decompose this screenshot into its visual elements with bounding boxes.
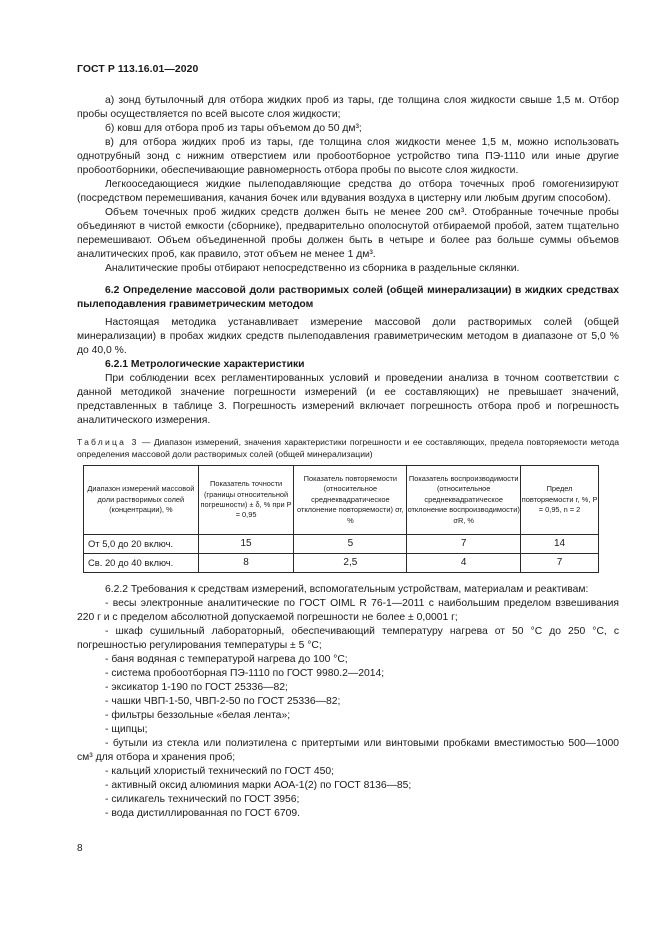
table-cell: Св. 20 до 40 включ. bbox=[84, 554, 199, 573]
table-label: Таблица 3 bbox=[77, 437, 139, 447]
list-item: - эксикатор 1-190 по ГОСТ 25336—82; bbox=[105, 682, 288, 693]
paragraph: Аналитические пробы отбирают непосредственно из сборника в раздельные склянки. bbox=[105, 263, 520, 274]
table-cell: 5 bbox=[294, 535, 407, 554]
paragraph: а) зонд бутылочный для отбора жидких проб из тары, где толщина слоя жидкости свыше 1,5 м. Отбор пробы осуществляется по всей высоте слоя жидкости; bbox=[77, 95, 619, 120]
list-item: - кальций хлористый технический по ГОСТ 450; bbox=[105, 766, 335, 777]
table-header-cell: Показатель воспроизводимости (относительное среднеквадратическое отклонение воспроизводимости) σR, % bbox=[407, 466, 521, 535]
table-cell: 7 bbox=[407, 535, 521, 554]
requirements-list bbox=[77, 597, 619, 821]
list-item: - весы электронные аналитические по ГОСТ OIML R 76-1—2011 с наибольшим пределом взвешивания 220 г и с пределом абсолютной допускаемой погрешности не более ± 0,0001 г; bbox=[77, 598, 619, 623]
metrology-table bbox=[83, 465, 599, 573]
table-cell: 14 bbox=[521, 535, 599, 554]
requirements-intro: 6.2.2 Требования к средствам измерений, вспомогательным устройствам, материалам и реактивам: bbox=[105, 584, 589, 595]
paragraph: Легкооседающиеся жидкие пылеподавляющие средства до отбора точечных проб гомогенизируют (посредством перемешивания, качания бочек или вдувания воздуха в цистерну или любым другим способом). bbox=[77, 179, 619, 204]
page-number: 8 bbox=[77, 843, 83, 854]
paragraph: б) ковш для отбора проб из тары объемом до 50 дм³; bbox=[105, 123, 362, 134]
subsection-title: 6.2.1 Метрологические характеристики bbox=[105, 359, 305, 370]
list-item: - баня водяная с температурой нагрева до 100 °С; bbox=[105, 654, 348, 665]
paragraph: в) для отбора жидких проб из тары, где толщина слоя жидкости менее 1,5 м, можно использовать однотрубный зонд с нижним отверстием или пробоотборное устройство типа ПЭ-1110 или иные другие пробоотборники, обеспечивающие равномерность отбора пробы по высоте слоя жидкости. bbox=[77, 137, 619, 176]
paragraph: Объем точечных проб жидких средств должен быть не менее 200 см³. Отобранные точечные пробы объединяют в чистой емкости (сборнике), предварительно ополоснутой отбираемой пробой, затем тщательно перемешивают. Объем объединенной пробы должен быть в четыре и более раз больше суммы объемов аналитических проб, как правило, этот объем не менее 1 дм³. bbox=[77, 207, 619, 260]
subsection-text: При соблюдении всех регламентированных условий и проведении анализа в точном соответствии с данной методикой значение погрешности измерений (и ее составляющих) не превышает значений, представленных в таблице 3. Погрешность измерений включает погрешность отбора проб и погрешность аналитического измерения. bbox=[77, 373, 619, 426]
table-header-cell: Предел повторяемости r, %, P = 0,95, n = 2 bbox=[521, 466, 599, 535]
table-caption-text: — Диапазон измерений, значения характеристики погрешности и ее составляющих, предела повторяемости метода определения массовой доли растворимых солей (общей минерализации) bbox=[77, 437, 619, 459]
list-item: - щипцы; bbox=[105, 724, 148, 735]
table-caption bbox=[77, 436, 619, 460]
section-intro: Настоящая методика устанавливает измерение массовой доли растворимых солей (общей минерализации) в пробах жидких средств пылеподавления гравиметрическим методом в диапазоне от 5,0 % до 40,0 %. bbox=[77, 317, 619, 356]
list-item: - фильтры беззольные «белая лента»; bbox=[105, 710, 291, 721]
section-title: 6.2 Определение массовой доли растворимых солей (общей минерализации) в жидких средствах пылеподавления гравиметрическим методом bbox=[77, 285, 619, 310]
table-header-cell: Диапазон измерений массовой доли растворимых солей (концентрации), % bbox=[84, 466, 199, 535]
list-item: - система пробоотборная ПЭ-1110 по ГОСТ 9980.2—2014; bbox=[105, 668, 385, 679]
table-cell: 8 bbox=[198, 554, 294, 573]
list-item: - шкаф сушильный лабораторный, обеспечивающий температуру нагрева от 50 °С до 250 °С, с погрешностью регулирования температуры ± 5 °С; bbox=[77, 626, 619, 651]
list-item: - активный оксид алюминия марки АОА-1(2) по ГОСТ 8136—85; bbox=[105, 780, 412, 791]
table-row bbox=[84, 554, 599, 573]
table-cell: 4 bbox=[407, 554, 521, 573]
table-row bbox=[84, 535, 599, 554]
table-header-cell: Показатель точности (границы относительной погрешности) ± δ, % при P = 0,95 bbox=[198, 466, 294, 535]
standard-header: ГОСТ Р 113.16.01—2020 bbox=[77, 64, 199, 75]
table-header-cell: Показатель повторяемости (относительное среднеквадратическое отклонение повторяемости) σr, % bbox=[294, 466, 407, 535]
table-cell: 7 bbox=[521, 554, 599, 573]
list-item: - чашки ЧВП-1-50, ЧВП-2-50 по ГОСТ 25336—82; bbox=[105, 696, 341, 707]
list-item: - силикагель технический по ГОСТ 3956; bbox=[105, 794, 300, 805]
table-header-row bbox=[84, 466, 599, 535]
table-cell: 2,5 bbox=[294, 554, 407, 573]
table-cell: От 5,0 до 20 включ. bbox=[84, 535, 199, 554]
list-item: - вода дистиллированная по ГОСТ 6709. bbox=[105, 808, 301, 819]
table-cell: 15 bbox=[198, 535, 294, 554]
list-item: - бутыли из стекла или полиэтилена с притертыми или винтовыми пробками вместимостью 500—1000 см³ для отбора и хранения проб; bbox=[77, 738, 619, 763]
document-body bbox=[77, 94, 619, 821]
